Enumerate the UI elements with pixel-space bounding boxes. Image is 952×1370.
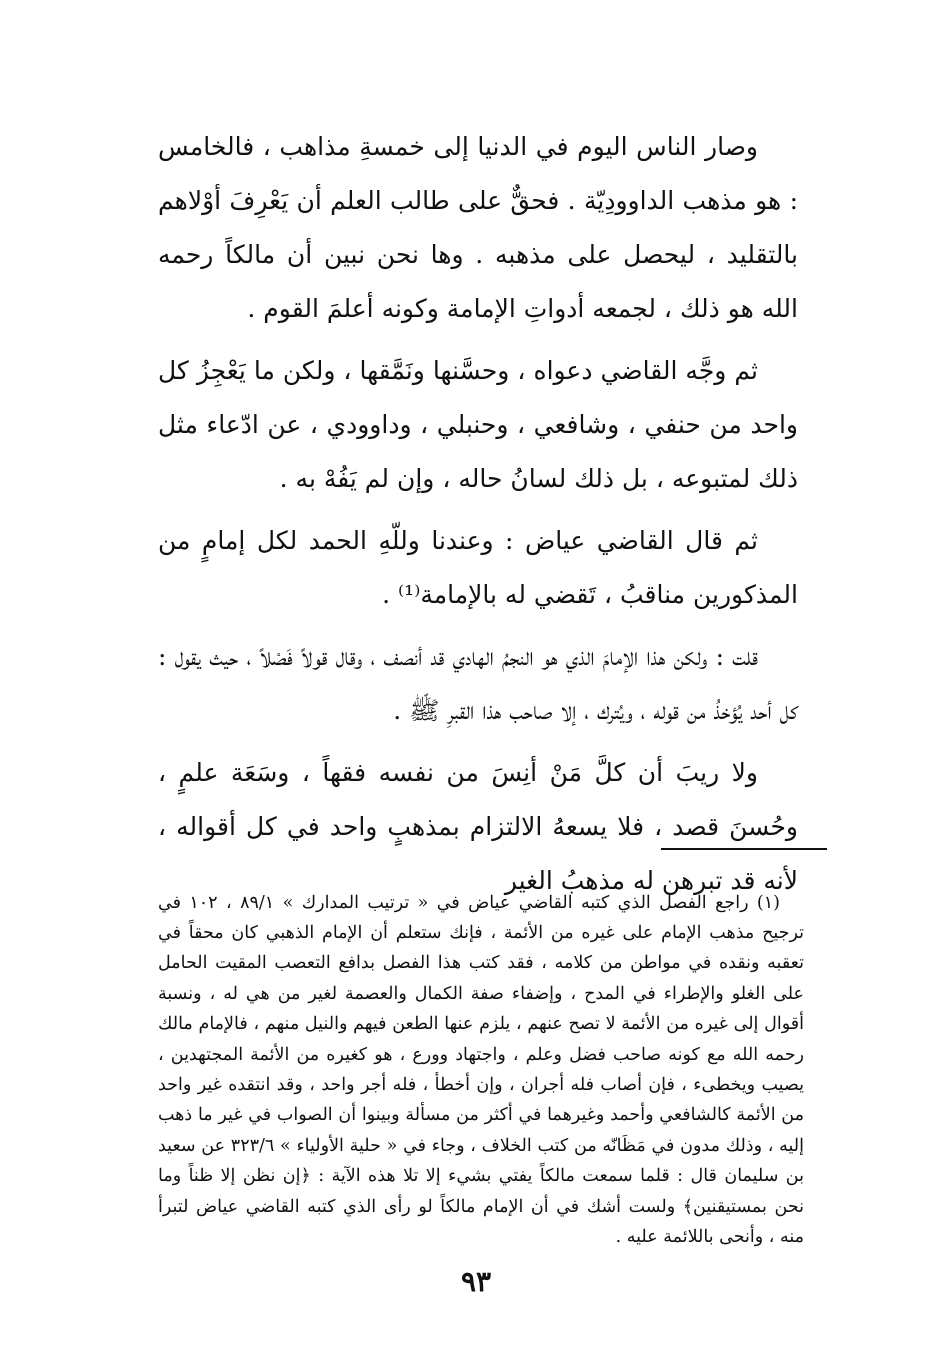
paragraph-4: قلت : ولكن هذا الإمامَ الذي هو النجمُ الهادي قد أنصف ، وقال قولاً فَصْلاً ، حيث يقول : كل أحد يُؤخذُ من قوله ، ويُترك ، إلا صاحب هذا القبرِ ﷺ . [158,642,798,725]
footnote-1: (١) راجع الفصل الذي كتبه القاضي عياض في « ترتيب المدارك » ٨٩/١ ، ١٠٢ في ترجيح مذهب الإمام على غيره من الأئمة ، فإنك ستعلم أن الإمام الذهبي كان محقاً في تعقبه ونقده في مواطن من كلامه ، فقد كتب هذا الفصل بدافع التعصب المقيت الحامل على الغلو والإطراء في المدح ، وإضفاء صفة الكمال والعصمة لغير من هي له ، ونسبة أقوال إلى غيره من الأئمة لا تصح عنهم ، يلزم عنها الطعن فيهم والنيل منهم ، فالإمام مالك رحمه الله مع كونه صاحب فضل وعلم ، واجتهاد وورع ، هو كغيره من الأئمة المجتهدين ، يصيب ويخطىء ، فإن أصاب فله أجران ، وإن أخطأ ، فله أجر واحد ، وقد انتقده غير واحد من الأئمة كالشافعي وأحمد وغيرهما في أكثر من مسألة وبينوا أن الصواب في غير ما ذهب إليه ، وذلك مدون في مَظَانّه من كتب الخلاف ، وجاء في « حلية الأولياء » ٣٢٣/٦ عن سعيد بن سليمان قال : قلما سمعت مالكاً يفتي بشيء إلا تلا هذه الآية : ﴿إن نظن إلا ظناً وما نحن بمستيقنين﴾ ولست أشك في أن الإمام مالكاً لو رأى الذي كتبه القاضي عياض لتبرأ منه ، وأنحى باللائمة عليه . [158,892,804,1247]
paragraph-5: ولا ريبَ أن كلَّ مَنْ أنِسَ من نفسه فقهاً ، وسَعَة علمٍ ، وحُسنَ قصد ، فلا يسعهُ الالتزام بمذهبٍ واحد في كل أقواله ، لأنه قد تبرهن له مذهبُ الغير [158,758,798,895]
main-text [158,120,798,916]
footnote-separator [661,848,827,850]
page-number: ٩٣ [460,1265,492,1298]
paragraph-2: ثم وجَّه القاضي دعواه ، وحسَّنها ونَمَّقها ، ولكن ما يَعْجِزُ كل واحد من حنفي ، وشافعي ، وحنبلي ، وداوودي ، عن ادّعاء مثل ذلك لمتبوعه ، بل ذلك لسانُ حاله ، وإن لم يَفُهْ به . [158,356,798,493]
paragraph-1: وصار الناس اليوم في الدنيا إلى خمسةِ مذاهب ، فالخامس : هو مذهب الداوودِيّة . فحقٌّ على طالب العلم أن يَعْرِفَ أوْلاهم بالتقليد ، ليحصل على مذهبه . وها نحن نبين أن مالكاً رحمه الله هو ذلك ، لجمعه أدواتِ الإمامة وكونه أعلمَ القوم . [158,132,798,323]
paragraph-3: ثم قال القاضي عياض : وعندنا وللّهِ الحمد لكل إمامٍ من المذكورين مناقبُ ، تَقضي له بالإمامة⁽¹⁾ . [158,526,798,609]
